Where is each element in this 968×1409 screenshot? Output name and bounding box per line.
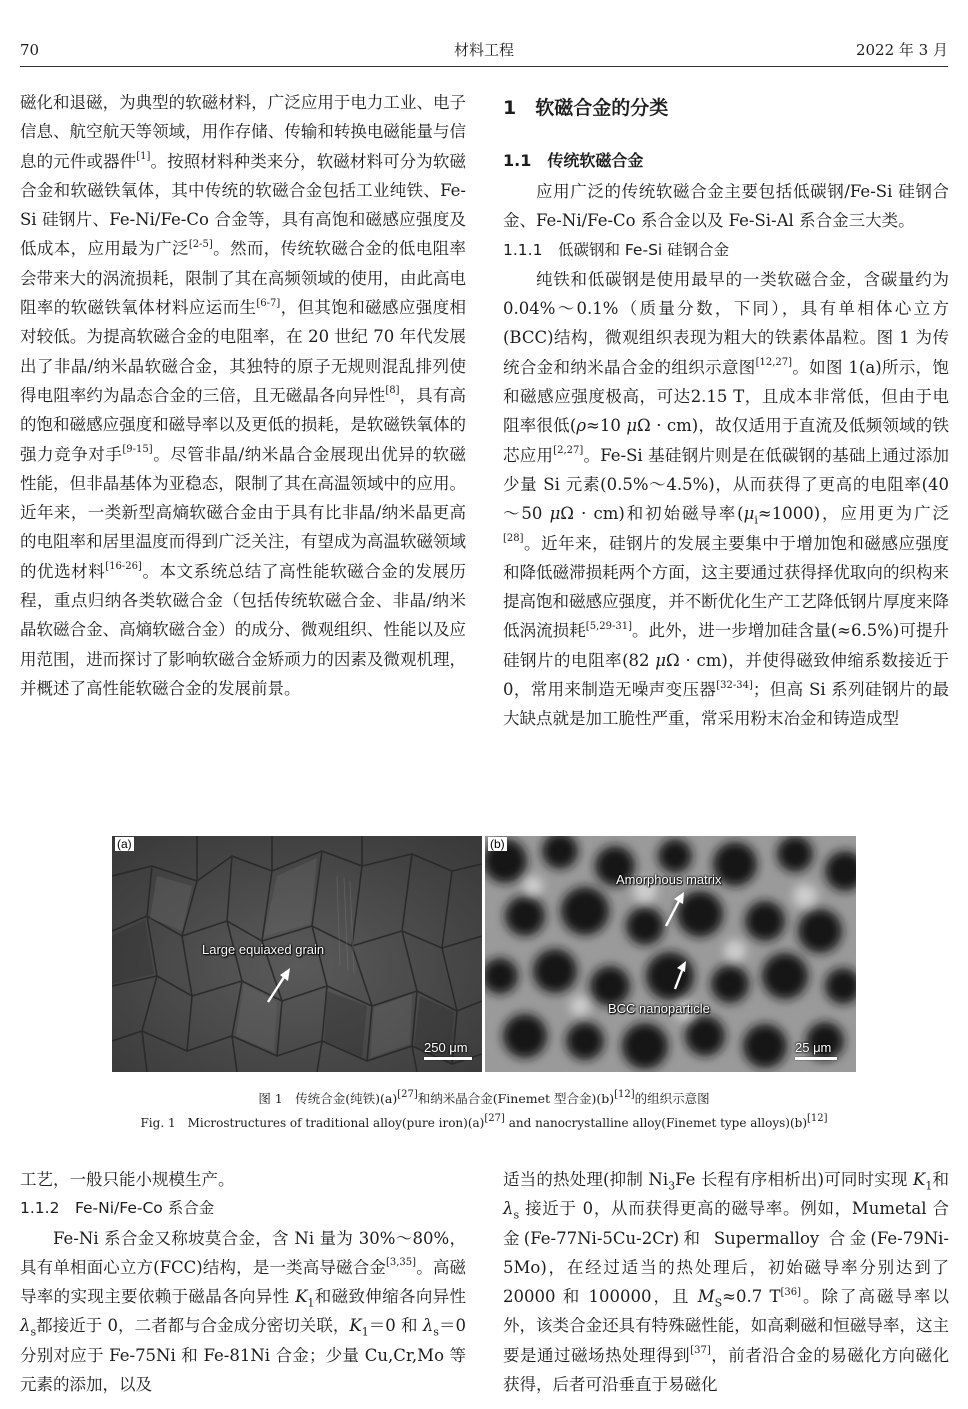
figure-caption-english: Fig. 1 Microstructures of traditional alloy(pure iron)(a)[27] and nanocrystalline alloy(Finemet type alloys)(b)[12] — [140, 1113, 828, 1130]
issue-date: 2022 年 3 月 — [855, 41, 948, 59]
section-heading-1-1-1: 1.1.1 低碳钢和 Fe-Si 硅钢合金 — [503, 240, 730, 259]
section-heading-1: 1 软磁合金的分类 — [503, 97, 669, 119]
panel-b-label: (b) — [490, 837, 505, 851]
scale-label-b: 25 μm — [795, 1040, 832, 1055]
scale-bar-b — [795, 1057, 837, 1060]
annotation-large-equiaxed-grain: Large equiaxed grain — [202, 942, 325, 957]
left-column-top — [20, 88, 466, 703]
page-number: 70 — [20, 41, 40, 59]
annotation-bcc-nanoparticle: BCC nanoparticle — [608, 1001, 710, 1016]
paragraph-heat-treatment: 适当的热处理(抑制 $Ni_3Fe$ 长程有序相析出)可同时实现 $K_1$和 $\lambda_s$ 接近于 0，从而获得更高的磁导率。例如，Mumetal 合金(Fe-77Ni-5Cu-2Cr)和 Supermalloy 合金(Fe-79Ni-5Mo)，在经过适当的热处理后，初始磁导率分别达到了 20000 和 100000，且 $M_S\approx 0.7$ T[36]。除了高磁导率以外，该类合金还具有特殊磁性能，如高剩磁和恒磁导率，这主要是通过磁场热处理得到[37]，前者沿合金的易磁化方向磁化获得，后者可沿垂直于易磁化 — [503, 1170, 950, 1395]
section-heading-1-1: 1.1 传统软磁合金 — [503, 151, 644, 170]
scale-bar-a — [424, 1057, 472, 1060]
scale-label-a: 250 μm — [424, 1040, 468, 1055]
annotation-amorphous-matrix: Amorphous matrix — [616, 872, 722, 887]
figure-panel-a — [112, 836, 482, 1072]
journal-name: 材料工程 — [453, 41, 514, 59]
intro-paragraph: 磁化和退磁，为典型的软磁材料，广泛应用于电力工业、电子信息、航空航天等领域，用作存储、传输和转换电磁能量与信息的元件或器件[1]。按照材料种类来分，软磁材料可分为软磁合金和软磁铁氧体，其中传统的软磁合金包括工业纯铁、Fe-Si 硅钢片、Fe-Ni/Fe-Co 合金等，具有高饱和磁感应强度及低成本，应用最为广泛[2-5]。然而，传统软磁合金的低电阻率会带来大的涡流损耗，限制了其在高频领域的使用，由此高电阻率的软磁铁氧体材料应运而生[6-7]，但其饱和磁感应强度相对较低。为提高软磁合金的电阻率，在 20 世纪 70 年代发展出了非晶/纳米晶软磁合金，其独特的原子无规则混乱排列使得电阻率约为晶态合金的三倍，且无磁晶各向异性[8]，具有高的饱和磁感应强度和磁导率以及更低的损耗，是软磁铁氧体的强力竞争对手[9-15]。尽管非晶/纳米晶合金展现出优异的软磁性能，但非晶基体为亚稳态，限制了其在高温领域中的应用。近年来，一类新型高熵软磁合金由于具有比非晶/纳米晶更高的电阻率和居里温度而得到广泛关注，有望成为高温软磁领域的优选材料[16-26]。本文系统总结了高性能软磁合金的发展历程，重点归纳各类软磁合金（包括传统软磁合金、非晶/纳米晶软磁合金、高熵软磁合金）的成分、微观组织、性能以及应用范围，进而探讨了影响软磁合金矫顽力的因素及微观机理，并概述了高性能软磁合金的发展前景。 — [20, 93, 467, 698]
continuation-line: 工艺，一般只能小规模生产。 — [20, 1170, 235, 1189]
right-column-top — [503, 88, 949, 734]
left-column-bottom — [20, 1165, 466, 1399]
paragraph-traditional-alloys: 应用广泛的传统软磁合金主要包括低碳钢/Fe-Si 硅钢合金、Fe-Ni/Fe-Co 系合金以及 Fe-Si-Al 系合金三大类。 — [503, 182, 949, 231]
figure-caption-chinese: 图 1 传统合金(纯铁)(a)[27]和纳米晶合金(Finemet 型合金)(b)[12]的组织示意图 — [258, 1088, 710, 1106]
section-heading-1-1-2: 1.1.2 Fe-Ni/Fe-Co 系合金 — [20, 1199, 215, 1218]
right-column-bottom — [503, 1165, 949, 1399]
figure-panel-b — [485, 836, 856, 1072]
running-header — [20, 38, 948, 62]
header-rule — [20, 66, 948, 67]
panel-a-label: (a) — [117, 837, 132, 851]
paragraph-low-carbon-steel: 纯铁和低碳钢是使用最早的一类软磁合金，含碳量约为 0.04%～0.1%（质量分数，下同），具有单相体心立方(BCC)结构，微观组织表现为粗大的铁素体晶粒。图 1 为传统合金和纳米晶合金的组织示意图[12,27]。如图 1(a)所示，饱和磁感应强度极高，可达2.15 T，且成本非常低，但由于电阻率很低(ρ≈10 μΩ · cm)，故仅适用于直流及低频领域的铁芯应用[2,27]。Fe-Si 基硅钢片则是在低碳钢的基础上通过添加少量 Si 元素(0.5%～4.5%)，从而获得了更高的电阻率(40～50 μΩ · cm)和初始磁导率$(\mu_i\approx 1000)$，应用更为广泛[28]。近年来，硅钢片的发展主要集中于增加饱和磁感应强度和降低磁滞损耗两个方面，这主要通过获得择优取向的织构来提高饱和磁感应强度，并不断优化生产工艺降低钢片厚度来降低涡流损耗[5,29-31]。此外，进一步增加硅含量(≈6.5%)可提升硅钢片的电阻率(82 μΩ · cm)，并使得磁致伸缩系数接近于 0，常用来制造无噪声变压器[32-34]；但高 Si 系列硅钢片的最大缺点就是加工脆性严重，常采用粉末冶金和铸造成型 — [503, 269, 950, 729]
paragraph-fe-ni-alloys: Fe-Ni 系合金又称坡莫合金，含 Ni 量为 30%～80%，具有单相面心立方(FCC)结构，是一类高导磁合金[3,35]。高磁导率的实现主要依赖于磁晶各向异性 $K_1$和磁致伸缩各向异性 $\lambda_s$都接近于 0，二者都与合金成分密切关联，$K_1=0$ 和 $\lambda_s=0$ 分别对应于 Fe-75Ni 和 Fe-81Ni 合金；少量 Cu,Cr,Mo 等元素的添加，以及 — [20, 1228, 467, 1395]
